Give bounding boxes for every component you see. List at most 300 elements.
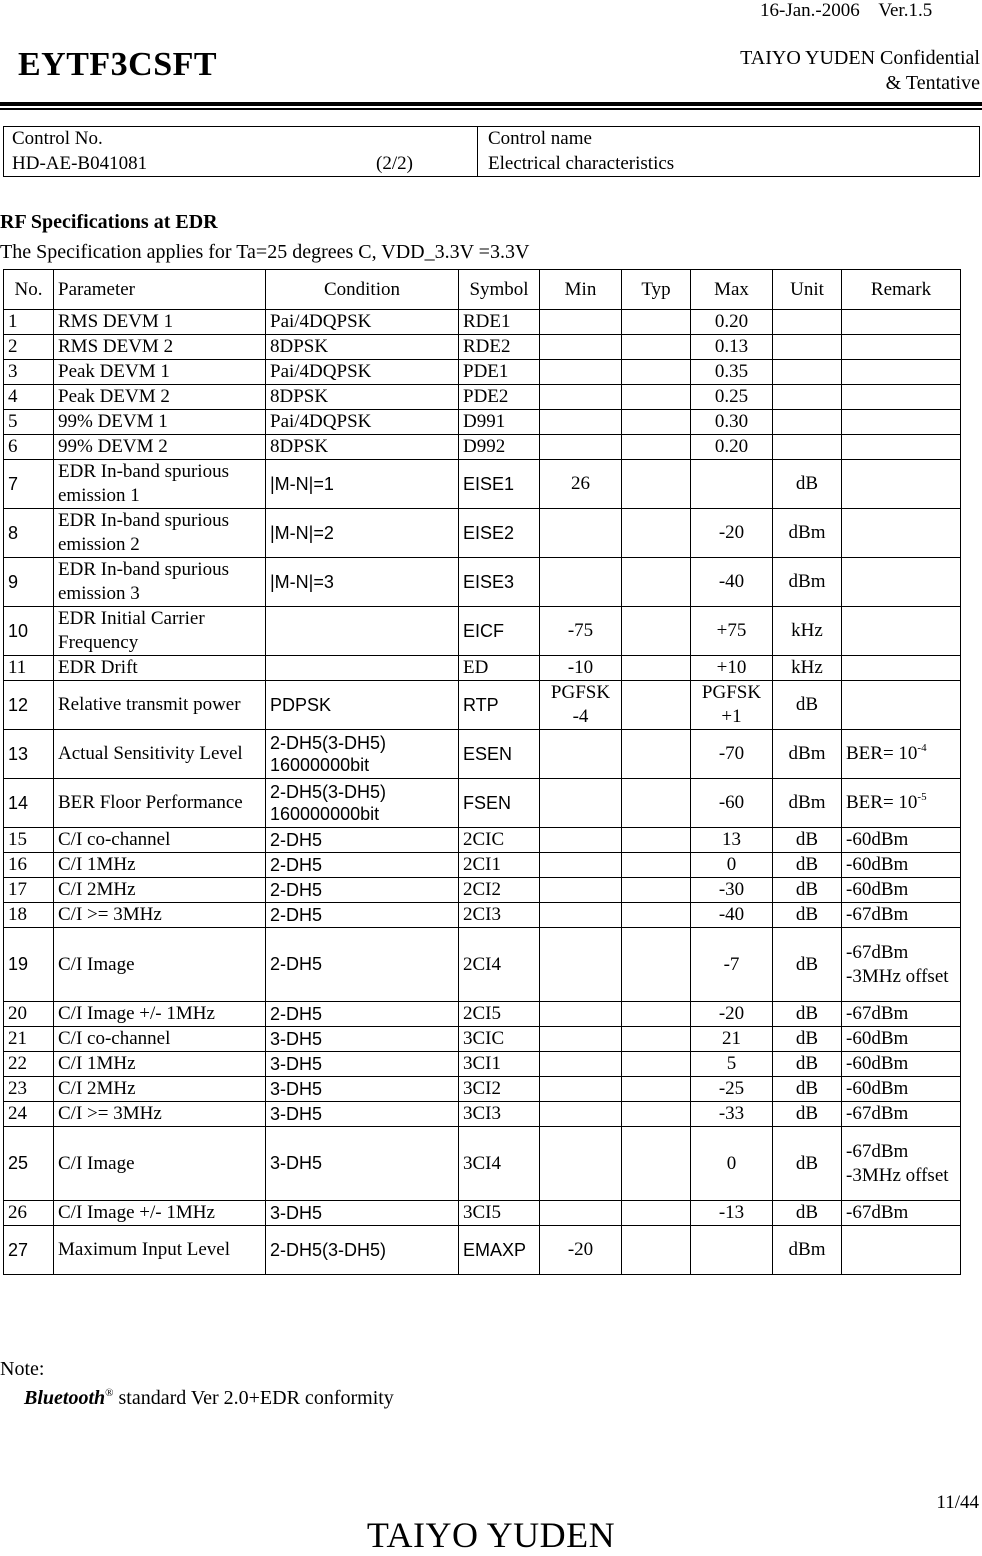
table-row xyxy=(4,509,961,558)
row-min-cell xyxy=(540,1201,622,1226)
row-condition-text: 2-DH5 xyxy=(270,879,323,900)
row-no-text: 13 xyxy=(8,743,29,764)
row-max-text: 5 xyxy=(726,1053,737,1075)
row-max-cell xyxy=(691,779,773,828)
row-parameter-text: EDR In-band spurious emission 1 xyxy=(58,461,229,506)
row-parameter-text: EDR Initial Carrier Frequency xyxy=(58,608,205,653)
row-max-cell xyxy=(691,1002,773,1027)
row-parameter-cell xyxy=(54,509,266,558)
row-condition-cell xyxy=(266,828,459,853)
table-row xyxy=(4,607,961,656)
table-row xyxy=(4,1226,961,1275)
row-no-cell xyxy=(4,607,54,656)
row-min-cell xyxy=(540,558,622,607)
row-condition-text: Pai/4DQPSK xyxy=(270,361,372,383)
row-condition-cell xyxy=(266,509,459,558)
row-no-cell xyxy=(4,1226,54,1275)
row-parameter-text: Relative transmit power xyxy=(58,694,241,716)
row-max-cell xyxy=(691,385,773,410)
row-min-cell xyxy=(540,1002,622,1027)
row-min-cell xyxy=(540,1027,622,1052)
row-unit-cell xyxy=(773,410,842,435)
row-condition-text: 2-DH5 xyxy=(270,904,323,925)
row-remark-cell xyxy=(842,1127,961,1201)
row-no-cell xyxy=(4,928,54,1002)
row-no-text: 11 xyxy=(8,657,27,679)
row-condition-text: |M-N|=2 xyxy=(270,522,334,543)
row-parameter-cell xyxy=(54,1102,266,1127)
row-unit-cell xyxy=(773,435,842,460)
row-unit-cell xyxy=(773,730,842,779)
row-no-cell xyxy=(4,335,54,360)
row-condition-cell xyxy=(266,1077,459,1102)
row-remark-text: -60dBm xyxy=(846,854,909,876)
control-box xyxy=(3,126,980,177)
row-max-cell xyxy=(691,656,773,681)
header-cell: Max xyxy=(691,270,773,310)
row-no-text: 10 xyxy=(8,620,29,641)
table-row xyxy=(4,385,961,410)
row-unit-cell xyxy=(773,656,842,681)
header-rule-thick xyxy=(0,102,982,106)
row-unit-text: dB xyxy=(795,1078,819,1100)
row-unit-cell xyxy=(773,1226,842,1275)
row-remark-text: -67dBm -3MHz offset xyxy=(846,941,949,987)
row-remark-text: -67dBm xyxy=(846,1202,909,1224)
row-condition-cell xyxy=(266,730,459,779)
row-unit-text: dB xyxy=(795,1028,819,1050)
row-parameter-cell xyxy=(54,385,266,410)
row-condition-cell xyxy=(266,360,459,385)
header-cell: Unit xyxy=(773,270,842,310)
row-typ-cell xyxy=(622,1002,691,1027)
table-row xyxy=(4,1201,961,1226)
row-max-text: -40 xyxy=(718,904,745,926)
row-condition-cell xyxy=(266,558,459,607)
row-no-cell xyxy=(4,681,54,730)
table-row xyxy=(4,558,961,607)
row-max-cell xyxy=(691,607,773,656)
row-unit-cell xyxy=(773,558,842,607)
row-unit-text: dBm xyxy=(788,792,826,814)
row-min-cell xyxy=(540,1102,622,1127)
row-max-cell xyxy=(691,558,773,607)
row-parameter-cell xyxy=(54,360,266,385)
row-parameter-cell xyxy=(54,730,266,779)
row-parameter-cell xyxy=(54,903,266,928)
row-no-cell xyxy=(4,410,54,435)
row-unit-text: dB xyxy=(795,904,819,926)
row-max-text: -30 xyxy=(718,879,745,901)
table-row xyxy=(4,335,961,360)
row-symbol-cell xyxy=(459,509,540,558)
row-unit-text: dB xyxy=(795,1003,819,1025)
section-title: RF Specifications at EDR xyxy=(0,211,218,233)
row-unit-text: dBm xyxy=(788,571,826,593)
table-row xyxy=(4,435,961,460)
row-no-cell xyxy=(4,509,54,558)
row-remark-cell xyxy=(842,656,961,681)
row-symbol-cell xyxy=(459,1077,540,1102)
row-no-text: 9 xyxy=(8,571,19,592)
row-no-text: 21 xyxy=(8,1028,27,1050)
row-condition-text: 3-DH5 xyxy=(270,1028,323,1049)
row-max-text: -70 xyxy=(718,743,745,765)
row-remark-cell xyxy=(842,335,961,360)
row-remark-text: -67dBm -3MHz offset xyxy=(846,1140,949,1186)
row-unit-text: dB xyxy=(795,879,819,901)
row-no-text: 27 xyxy=(8,1239,29,1260)
row-typ-cell xyxy=(622,903,691,928)
row-min-cell xyxy=(540,1077,622,1102)
row-condition-text: 8DPSK xyxy=(270,386,329,408)
row-symbol-cell xyxy=(459,730,540,779)
row-no-cell xyxy=(4,730,54,779)
row-parameter-text: C/I >= 3MHz xyxy=(58,1103,162,1125)
row-parameter-cell xyxy=(54,928,266,1002)
control-page-part: (2/2) xyxy=(376,153,413,174)
table-row xyxy=(4,460,961,509)
row-condition-text: 3-DH5 xyxy=(270,1202,323,1223)
row-parameter-text: RMS DEVM 1 xyxy=(58,311,174,333)
row-symbol-cell xyxy=(459,1102,540,1127)
row-typ-cell xyxy=(622,460,691,509)
row-parameter-text: Peak DEVM 1 xyxy=(58,361,170,383)
row-parameter-cell xyxy=(54,1226,266,1275)
row-symbol-text: ESEN xyxy=(463,743,513,764)
row-remark-cell xyxy=(842,410,961,435)
row-remark-text: -60dBm xyxy=(846,829,909,851)
row-parameter-cell xyxy=(54,607,266,656)
row-no-cell xyxy=(4,435,54,460)
row-symbol-text: RDE1 xyxy=(463,311,511,333)
row-min-text: PGFSK -4 xyxy=(550,682,611,727)
row-condition-text: Pai/4DQPSK xyxy=(270,311,372,333)
document-id: EYTF3CSFT xyxy=(18,46,218,83)
row-condition-cell xyxy=(266,1052,459,1077)
row-remark-cell xyxy=(842,1226,961,1275)
row-remark-cell xyxy=(842,730,961,779)
row-typ-cell xyxy=(622,385,691,410)
table-row xyxy=(4,1002,961,1027)
row-symbol-text: PDE1 xyxy=(463,361,509,383)
note-label: Note: xyxy=(0,1358,45,1380)
row-min-cell xyxy=(540,509,622,558)
row-remark-cell xyxy=(842,1027,961,1052)
row-no-cell xyxy=(4,656,54,681)
row-parameter-text: EDR Drift xyxy=(58,657,138,679)
row-max-cell xyxy=(691,1027,773,1052)
note-text xyxy=(24,1387,394,1410)
row-unit-cell xyxy=(773,310,842,335)
row-max-text: +10 xyxy=(716,657,747,679)
header-cell: Parameter xyxy=(54,270,266,310)
table-row xyxy=(4,1102,961,1127)
row-parameter-cell xyxy=(54,779,266,828)
row-unit-text: dB xyxy=(795,1202,819,1224)
row-no-cell xyxy=(4,878,54,903)
row-no-text: 17 xyxy=(8,879,27,901)
header-cell: Min xyxy=(540,270,622,310)
row-condition-cell xyxy=(266,310,459,335)
row-symbol-cell xyxy=(459,335,540,360)
row-parameter-text: C/I co-channel xyxy=(58,1028,171,1050)
row-typ-cell xyxy=(622,310,691,335)
row-max-text: +75 xyxy=(716,620,747,642)
row-symbol-text: FSEN xyxy=(463,792,512,813)
row-condition-text: 8DPSK xyxy=(270,336,329,358)
row-typ-cell xyxy=(622,828,691,853)
row-parameter-cell xyxy=(54,1052,266,1077)
row-remark-cell xyxy=(842,360,961,385)
row-remark-cell xyxy=(842,903,961,928)
row-unit-cell xyxy=(773,878,842,903)
row-symbol-text: PDE2 xyxy=(463,386,509,408)
row-parameter-cell xyxy=(54,878,266,903)
row-max-text: -20 xyxy=(718,522,745,544)
header-cell: Condition xyxy=(266,270,459,310)
row-symbol-cell xyxy=(459,607,540,656)
row-condition-cell xyxy=(266,385,459,410)
row-no-text: 18 xyxy=(8,904,27,926)
row-symbol-text: 2CIC xyxy=(463,829,505,851)
date-version: 16-Jan.-2006 Ver.1.5 xyxy=(760,0,933,21)
row-max-text: 0 xyxy=(726,854,737,876)
row-remark-cell xyxy=(842,1201,961,1226)
row-unit-cell xyxy=(773,903,842,928)
row-symbol-cell xyxy=(459,681,540,730)
row-parameter-text: RMS DEVM 2 xyxy=(58,336,174,358)
row-remark-cell xyxy=(842,558,961,607)
row-no-cell xyxy=(4,385,54,410)
row-unit-cell xyxy=(773,1027,842,1052)
row-parameter-text: C/I Image xyxy=(58,953,135,975)
row-no-text: 8 xyxy=(8,522,19,543)
header-cell: Symbol xyxy=(459,270,540,310)
row-symbol-text: 2CI5 xyxy=(463,1003,501,1025)
row-min-cell xyxy=(540,460,622,509)
row-parameter-text: C/I Image xyxy=(58,1152,135,1174)
row-parameter-cell xyxy=(54,335,266,360)
row-typ-cell xyxy=(622,1077,691,1102)
row-symbol-text: 2CI1 xyxy=(463,854,501,876)
row-parameter-cell xyxy=(54,853,266,878)
row-typ-cell xyxy=(622,779,691,828)
row-parameter-text: C/I >= 3MHz xyxy=(58,904,162,926)
row-parameter-text: C/I co-channel xyxy=(58,829,171,851)
row-symbol-text: EISE1 xyxy=(463,473,515,494)
row-remark-cell xyxy=(842,681,961,730)
row-condition-text: PDPSK xyxy=(270,694,332,715)
remark-exponent: -4 xyxy=(917,742,927,755)
row-max-text: 0 xyxy=(726,1152,737,1174)
row-no-text: 3 xyxy=(8,361,18,383)
row-symbol-text: 3CI2 xyxy=(463,1078,501,1100)
row-symbol-cell xyxy=(459,1201,540,1226)
row-condition-text: 2-DH5(3-DH5) 160000000bit xyxy=(270,781,387,824)
row-parameter-cell xyxy=(54,1027,266,1052)
row-parameter-cell xyxy=(54,460,266,509)
row-remark-text: BER= 10 xyxy=(846,792,918,814)
row-typ-cell xyxy=(622,1201,691,1226)
row-remark-cell xyxy=(842,509,961,558)
row-symbol-cell xyxy=(459,1052,540,1077)
row-remark-text: -67dBm xyxy=(846,1103,909,1125)
row-max-cell xyxy=(691,681,773,730)
row-parameter-cell xyxy=(54,1127,266,1201)
row-typ-cell xyxy=(622,360,691,385)
row-condition-cell xyxy=(266,656,459,681)
rf-spec-table xyxy=(3,269,961,1275)
row-max-text: -20 xyxy=(718,1003,745,1025)
row-no-cell xyxy=(4,903,54,928)
row-condition-text: 2-DH5(3-DH5) xyxy=(270,1239,387,1260)
row-symbol-text: 2CI4 xyxy=(463,953,501,975)
row-symbol-cell xyxy=(459,310,540,335)
row-max-cell xyxy=(691,1226,773,1275)
row-typ-cell xyxy=(622,853,691,878)
row-max-text: 0.30 xyxy=(714,411,749,433)
row-unit-text: dB xyxy=(795,473,819,495)
table-row xyxy=(4,730,961,779)
row-parameter-cell xyxy=(54,310,266,335)
row-min-cell xyxy=(540,1052,622,1077)
row-parameter-text: BER Floor Performance xyxy=(58,792,243,814)
row-typ-cell xyxy=(622,435,691,460)
row-symbol-text: 3CIC xyxy=(463,1028,505,1050)
row-min-cell xyxy=(540,730,622,779)
row-typ-cell xyxy=(622,335,691,360)
row-no-cell xyxy=(4,1127,54,1201)
row-unit-cell xyxy=(773,509,842,558)
row-unit-cell xyxy=(773,1102,842,1127)
row-condition-text: 2-DH5 xyxy=(270,854,323,875)
confidential-line-2: & Tentative xyxy=(885,72,980,94)
row-condition-text: 2-DH5(3-DH5) 16000000bit xyxy=(270,732,387,775)
row-condition-text: 3-DH5 xyxy=(270,1153,323,1174)
row-condition-cell xyxy=(266,410,459,435)
row-no-text: 4 xyxy=(8,386,18,408)
row-condition-cell xyxy=(266,335,459,360)
row-typ-cell xyxy=(622,730,691,779)
row-no-cell xyxy=(4,1002,54,1027)
row-max-cell xyxy=(691,360,773,385)
row-symbol-text: EISE2 xyxy=(463,522,515,543)
row-no-text: 19 xyxy=(8,954,29,975)
row-unit-text: dBm xyxy=(788,522,826,544)
table-row xyxy=(4,903,961,928)
row-max-cell xyxy=(691,410,773,435)
row-unit-cell xyxy=(773,385,842,410)
row-unit-cell xyxy=(773,928,842,1002)
row-no-cell xyxy=(4,1052,54,1077)
row-max-cell xyxy=(691,1077,773,1102)
row-min-cell xyxy=(540,903,622,928)
row-no-text: 20 xyxy=(8,1003,27,1025)
row-unit-text: dB xyxy=(795,1152,819,1174)
row-no-text: 6 xyxy=(8,436,18,458)
row-parameter-text: Actual Sensitivity Level xyxy=(58,743,243,765)
row-unit-text: dB xyxy=(795,953,819,975)
row-parameter-text: EDR In-band spurious emission 2 xyxy=(58,510,229,555)
table-row xyxy=(4,360,961,385)
row-condition-cell xyxy=(266,903,459,928)
row-parameter-cell xyxy=(54,828,266,853)
row-condition-text: 3-DH5 xyxy=(270,1103,323,1124)
row-condition-cell xyxy=(266,1226,459,1275)
row-unit-cell xyxy=(773,360,842,385)
row-symbol-cell xyxy=(459,853,540,878)
row-parameter-text: C/I Image +/- 1MHz xyxy=(58,1003,215,1025)
row-condition-cell xyxy=(266,878,459,903)
row-min-text: -20 xyxy=(567,1239,594,1261)
row-remark-cell xyxy=(842,828,961,853)
row-remark-text: -60dBm xyxy=(846,1028,909,1050)
row-max-text: 0.35 xyxy=(714,361,749,383)
row-condition-text: |M-N|=3 xyxy=(270,571,334,592)
row-parameter-text: C/I 2MHz xyxy=(58,1078,136,1100)
row-condition-cell xyxy=(266,779,459,828)
row-typ-cell xyxy=(622,1052,691,1077)
row-unit-cell xyxy=(773,335,842,360)
row-no-text: 26 xyxy=(8,1202,27,1224)
row-parameter-text: EDR In-band spurious emission 3 xyxy=(58,559,229,604)
row-remark-cell xyxy=(842,853,961,878)
row-condition-text: 3-DH5 xyxy=(270,1053,323,1074)
row-typ-cell xyxy=(622,1027,691,1052)
row-no-cell xyxy=(4,779,54,828)
row-symbol-cell xyxy=(459,656,540,681)
row-symbol-cell xyxy=(459,928,540,1002)
row-no-text: 22 xyxy=(8,1053,27,1075)
row-no-cell xyxy=(4,1102,54,1127)
row-max-cell xyxy=(691,509,773,558)
footer-company: TAIYO YUDEN xyxy=(366,1515,616,1555)
control-name-value: Electrical characteristics xyxy=(488,153,675,174)
row-remark-cell xyxy=(842,928,961,1002)
row-remark-text: -60dBm xyxy=(846,1053,909,1075)
row-unit-cell xyxy=(773,607,842,656)
table-row xyxy=(4,928,961,1002)
control-no-value: HD-AE-B041081 xyxy=(12,153,148,174)
row-max-cell xyxy=(691,878,773,903)
row-unit-text: dB xyxy=(795,1053,819,1075)
table-header-row xyxy=(4,270,961,310)
row-condition-cell xyxy=(266,460,459,509)
row-max-text: -33 xyxy=(718,1103,745,1125)
row-remark-text: -67dBm xyxy=(846,1003,909,1025)
row-parameter-text: C/I Image +/- 1MHz xyxy=(58,1202,215,1224)
row-parameter-cell xyxy=(54,681,266,730)
row-unit-text: dBm xyxy=(788,743,826,765)
row-max-cell xyxy=(691,435,773,460)
row-typ-cell xyxy=(622,1127,691,1201)
row-symbol-cell xyxy=(459,1002,540,1027)
row-remark-text: -60dBm xyxy=(846,879,909,901)
row-max-text: -60 xyxy=(718,792,745,814)
table-row xyxy=(4,779,961,828)
row-max-cell xyxy=(691,853,773,878)
row-parameter-text: 99% DEVM 1 xyxy=(58,411,168,433)
header-rule-thin xyxy=(0,108,982,110)
row-symbol-cell xyxy=(459,828,540,853)
table-row xyxy=(4,1027,961,1052)
row-symbol-text: EISE3 xyxy=(463,571,515,592)
control-no-label: Control No. xyxy=(12,128,103,149)
row-unit-cell xyxy=(773,460,842,509)
row-min-cell xyxy=(540,607,622,656)
control-name-label: Control name xyxy=(488,128,592,149)
